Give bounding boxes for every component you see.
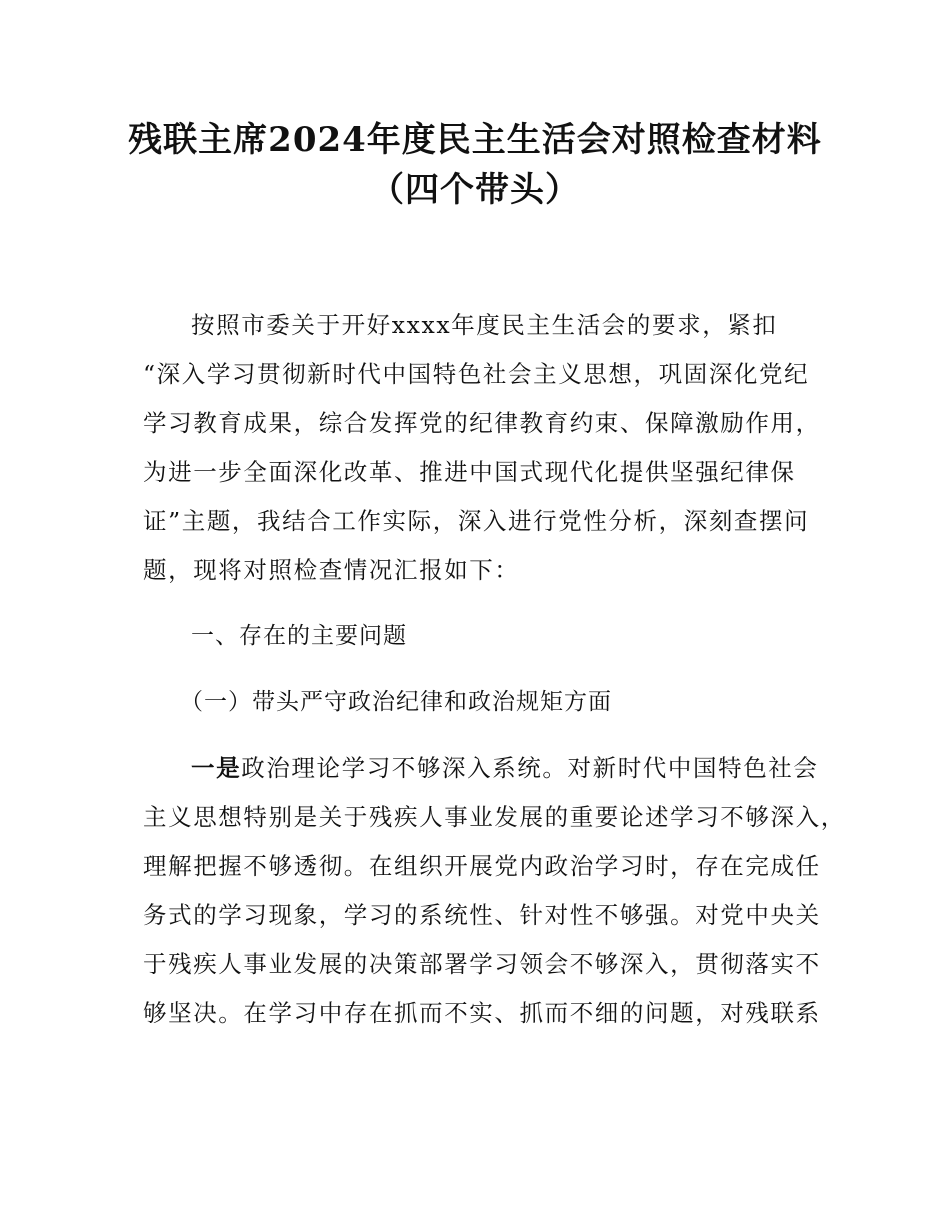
point-line-1 (191, 753, 871, 783)
document-title: 残联主席2024年度民主生活会对照检查材料 (128, 120, 822, 160)
point-line-3: 理解把握不够透彻。在组织开展党内政治学习时，存在完成任 (143, 852, 821, 880)
document-subtitle: （四个带头） (370, 170, 580, 210)
point-line-4: 务式的学习现象，学习的系统性、针对性不够强。对党中央关 (143, 901, 821, 929)
intro-line-1: 按照市委关于开好xxxx年度民主生活会的要求，紧扣 (191, 311, 778, 339)
subsection-heading: （一）带头严守政治纪律和政治规矩方面 (180, 689, 612, 715)
intro-line-5: 证”主题，我结合工作实际，深入进行党性分析，深刻查摆问 (143, 507, 810, 535)
section-heading: 一、存在的主要问题 (191, 623, 407, 649)
point-line-5: 于残疾人事业发展的决策部署学习领会不够深入，贯彻落实不 (143, 950, 821, 978)
intro-line-3: 学习教育成果，综合发挥党的纪律教育约束、保障激励作用， (143, 409, 821, 437)
point-lead: 一是 (191, 754, 242, 782)
point-line-6: 够坚决。在学习中存在抓而不实、抓而不细的问题，对残联系 (143, 999, 821, 1027)
point-line-1-text: 政治理论学习不够深入系统。对新时代中国特色社会 (241, 754, 819, 782)
point-line-2: 主义思想特别是关于残疾人事业发展的重要论述学习不够深入， (143, 803, 846, 831)
intro-line-2: “深入学习贯彻新时代中国特色社会主义思想，巩固深化党纪 (143, 360, 810, 388)
intro-line-6: 题，现将对照检查情况汇报如下： (143, 556, 520, 584)
intro-line-4: 为进一步全面深化改革、推进中国式现代化提供坚强纪律保 (143, 458, 796, 486)
